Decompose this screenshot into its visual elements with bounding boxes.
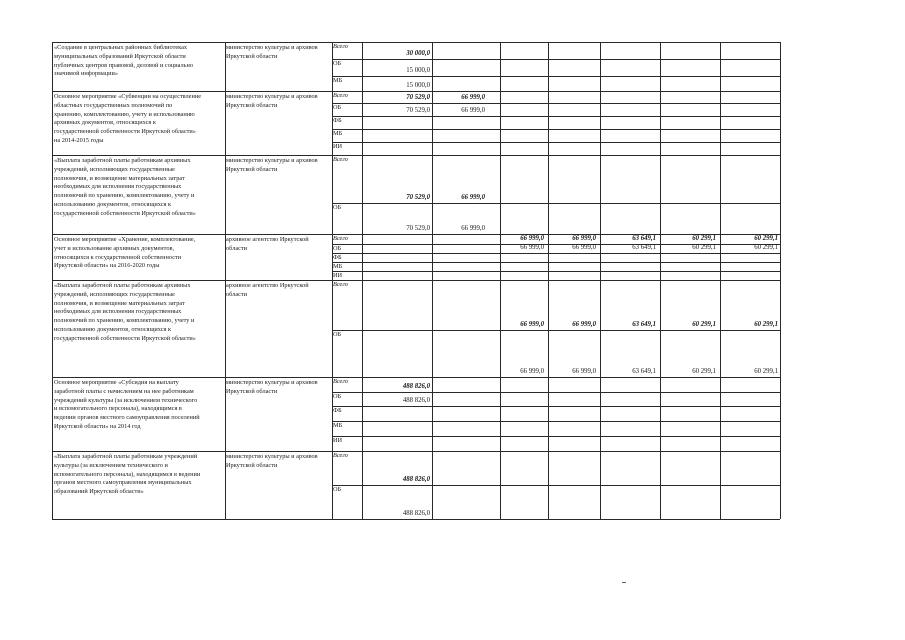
grid-line-h: [52, 519, 780, 520]
amount-v2: 66 999,0: [461, 94, 485, 101]
amount-v1: 15 000,0: [406, 67, 430, 74]
grid-line-h: [52, 155, 780, 156]
grid-line-h: [52, 280, 780, 281]
funding-source-label: ФБ: [333, 254, 342, 261]
amount-v1: 30 000,0: [406, 50, 430, 57]
funding-source-label: Всего: [333, 378, 348, 385]
grid-line-h: [332, 436, 780, 437]
grid-line-h: [52, 451, 780, 452]
grid-line-h: [332, 253, 780, 254]
funding-source-label: ОБ: [333, 204, 342, 211]
amount-v1: 488 826,0: [402, 397, 430, 404]
amount-v5: 63 649,1: [632, 235, 656, 242]
funding-source-label: Всего: [333, 452, 348, 459]
amount-v1: 488 826,0: [402, 476, 430, 483]
grid-line-h: [52, 42, 780, 43]
scan-speck: [622, 582, 626, 583]
row-description: «Создание в центральных районных библиотеках муниципальных образований Иркутской области публичных центров правовой, деловой и социально значимой информации»: [54, 44, 194, 78]
amount-v4: 66 999,0: [572, 321, 596, 328]
funding-source-label: Всего: [333, 156, 348, 163]
responsible-organization: архивное агентство Иркутской области: [226, 282, 309, 298]
funding-source-label: Всего: [333, 281, 348, 288]
amount-v2: 66 999,0: [461, 194, 485, 201]
responsible-organization: министерство культуры и архивов Иркутской области: [226, 44, 318, 60]
funding-source-label: Всего: [333, 92, 348, 99]
amount-v4: 66 999,0: [572, 244, 596, 251]
grid-line-h: [332, 330, 780, 331]
amount-v3: 66 999,0: [520, 235, 544, 242]
grid-line-h: [332, 406, 780, 407]
responsible-organization: министерство культуры и архивов Иркутской области: [226, 453, 318, 469]
grid-line-h: [332, 129, 780, 130]
funding-source-label: Всего: [333, 235, 348, 242]
grid-line-h: [332, 142, 780, 143]
funding-source-label: МБ: [333, 77, 343, 84]
amount-v4: 66 999,0: [572, 368, 596, 375]
amount-v7: 60 299,1: [754, 244, 778, 251]
row-description: Основное мероприятие «Субвенции на осуществление областных государственных полномочий по хранению, комплектованию, учету и использованию архивных документов, относящихся к государственной собственности Иркутской области» на 2014-2015 годы: [54, 93, 202, 144]
grid-line-h: [332, 421, 780, 422]
amount-v1: 15 000,0: [406, 82, 430, 89]
amount-v5: 63 649,1: [632, 321, 656, 328]
amount-v6: 60 299,1: [692, 321, 716, 328]
amount-v6: 60 299,1: [692, 368, 716, 375]
grid-line-h: [52, 91, 780, 92]
grid-line-h: [332, 271, 780, 272]
grid-line-h: [332, 485, 780, 486]
amount-v6: 60 299,1: [692, 244, 716, 251]
row-description: Основное мероприятие «Субсидия на выплату заработной платы с начислением на нее работникам учреждений культуры (за исключением технического и вспомогательного персонала), находящимся в ведении органов местного самоуправления поселений Иркутской области» на 2014 год: [54, 379, 200, 430]
grid-line-h: [332, 203, 780, 204]
responsible-organization: архивное агентство Иркутской области: [226, 236, 309, 252]
amount-v1: 70 529,0: [406, 225, 430, 232]
grid-line-h: [332, 103, 780, 104]
amount-v7: 60 299,1: [754, 321, 778, 328]
amount-v5: 63 649,1: [632, 368, 656, 375]
grid-line-h: [52, 377, 780, 378]
funding-source-label: ФБ: [333, 117, 342, 124]
amount-v7: 60 299,1: [754, 235, 778, 242]
funding-source-label: ОБ: [333, 393, 342, 400]
funding-source-label: ИИ: [333, 437, 343, 444]
amount-v1: 70 529,0: [406, 94, 430, 101]
funding-source-label: ОБ: [333, 486, 342, 493]
funding-source-label: ОБ: [333, 60, 342, 67]
amount-v6: 60 299,1: [692, 235, 716, 242]
amount-v1: 70 529,0: [406, 107, 430, 114]
funding-source-label: ОБ: [333, 245, 342, 252]
responsible-organization: министерство культуры и архивов Иркутской области: [226, 379, 318, 395]
funding-source-label: ОБ: [333, 331, 342, 338]
amount-v3: 66 999,0: [520, 368, 544, 375]
row-description: «Выплата заработной платы работникам учреждений культуры (за исключением технического и вспомогательного персонала), находящимся в ведении органов местного самоуправления муниципальных образований Иркутской области»: [54, 453, 201, 496]
amount-v3: 66 999,0: [520, 244, 544, 251]
amount-v2: 66 999,0: [461, 225, 485, 232]
row-description: «Выплата заработной платы работникам архивных учреждений, исполняющих государственные полномочия, и возмещение материальных затрат необходимых для исполнения государственных полномочий по хранению, комплектованию, учету и использованию документов, относящихся к государственной собственности Иркутской области»: [54, 282, 196, 342]
amount-v7: 60 299,1: [754, 368, 778, 375]
funding-source-label: ИИ: [333, 143, 343, 150]
amount-v1: 488 826,0: [402, 383, 430, 390]
funding-source-label: ИИ: [333, 272, 343, 279]
amount-v1: 488 826,0: [402, 510, 430, 517]
grid-line-h: [332, 116, 780, 117]
amount-v2: 66 999,0: [461, 107, 485, 114]
amount-v4: 66 999,0: [572, 235, 596, 242]
responsible-organization: министерство культуры и архивов Иркутской области: [226, 93, 318, 109]
grid-line-h: [332, 76, 780, 77]
amount-v1: 70 529,0: [406, 194, 430, 201]
grid-line-v: [780, 42, 781, 519]
row-description: «Выплата заработной платы работникам архивных учреждений, исполняющих государственные полномочия, и возмещение материальных затрат необходимых для исполнения государственных полномочий по хранению, комплектованию, учету и использованию документов, относящихся к государственной собственности Иркутской области»: [54, 157, 196, 217]
grid-line-h: [332, 392, 780, 393]
responsible-organization: министерство культуры и архивов Иркутской области: [226, 157, 318, 173]
amount-v3: 66 999,0: [520, 321, 544, 328]
funding-source-label: ОБ: [333, 104, 342, 111]
funding-source-label: Всего: [333, 43, 348, 50]
funding-source-label: ФБ: [333, 407, 342, 414]
funding-source-label: МБ: [333, 263, 343, 270]
row-description: Основное мероприятие «Хранение, комплектование, учет и использование архивных документов, относящихся к государственной собственности Иркутской области» на 2016-2020 годы: [54, 236, 196, 270]
grid-line-h: [332, 59, 780, 60]
funding-source-label: МБ: [333, 422, 343, 429]
funding-source-label: МБ: [333, 130, 343, 137]
grid-line-h: [332, 262, 780, 263]
amount-v5: 63 649,1: [632, 244, 656, 251]
